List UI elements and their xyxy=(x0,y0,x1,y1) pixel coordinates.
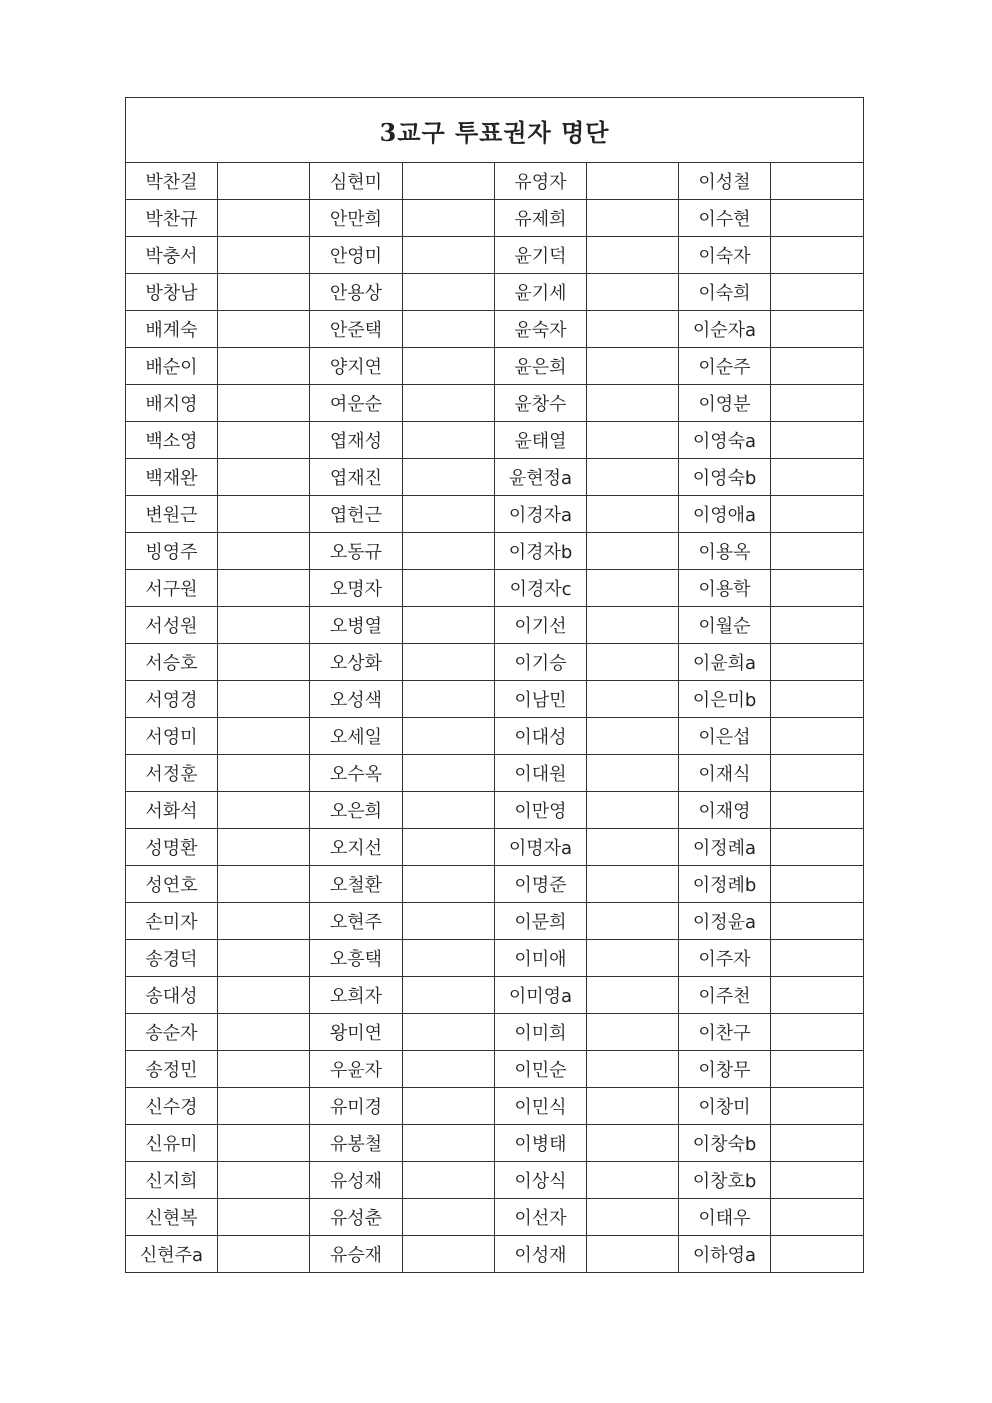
voter-name-cell: 유성춘 xyxy=(310,1199,403,1236)
voter-name-cell: 이순자a xyxy=(679,311,771,348)
voter-name-cell: 이명자a xyxy=(495,829,587,866)
voter-name-cell: 윤창수 xyxy=(495,385,587,422)
blank-cell xyxy=(218,1199,310,1236)
blank-cell xyxy=(218,977,310,1014)
blank-cell xyxy=(403,200,495,237)
voter-name-cell: 오흥택 xyxy=(310,940,403,977)
voter-name-cell: 서화석 xyxy=(126,792,218,829)
voter-name-cell: 이기선 xyxy=(495,607,587,644)
blank-cell xyxy=(587,940,679,977)
voter-name-cell: 이재영 xyxy=(679,792,771,829)
table-row xyxy=(126,1088,864,1125)
voter-name-cell: 이윤희a xyxy=(679,644,771,681)
blank-cell xyxy=(218,1014,310,1051)
blank-cell xyxy=(218,533,310,570)
blank-cell xyxy=(771,200,864,237)
voter-name-cell: 빙영주 xyxy=(126,533,218,570)
voter-name-cell: 송정민 xyxy=(126,1051,218,1088)
blank-cell xyxy=(403,644,495,681)
voter-name-cell: 이경자c xyxy=(495,570,587,607)
voter-name-cell: 안준택 xyxy=(310,311,403,348)
blank-cell xyxy=(218,644,310,681)
voter-name-cell: 서구원 xyxy=(126,570,218,607)
voter-name-cell: 이민식 xyxy=(495,1088,587,1125)
blank-cell xyxy=(771,1051,864,1088)
voter-name-cell: 이상식 xyxy=(495,1162,587,1199)
table-row xyxy=(126,422,864,459)
voter-name-cell: 변원근 xyxy=(126,496,218,533)
voter-name-cell: 이영분 xyxy=(679,385,771,422)
table-row xyxy=(126,755,864,792)
blank-cell xyxy=(218,422,310,459)
blank-cell xyxy=(587,607,679,644)
blank-cell xyxy=(218,1162,310,1199)
voter-name-cell: 이월순 xyxy=(679,607,771,644)
voter-name-cell: 이정례a xyxy=(679,829,771,866)
voter-name-cell: 윤기덕 xyxy=(495,237,587,274)
voter-name-cell: 오현주 xyxy=(310,903,403,940)
blank-cell xyxy=(218,348,310,385)
blank-cell xyxy=(587,163,679,200)
voter-name-cell: 송대성 xyxy=(126,977,218,1014)
table-row xyxy=(126,348,864,385)
voter-name-cell: 이명준 xyxy=(495,866,587,903)
blank-cell xyxy=(587,829,679,866)
voter-name-cell: 서승호 xyxy=(126,644,218,681)
voter-name-cell: 서성원 xyxy=(126,607,218,644)
voter-name-cell: 이남민 xyxy=(495,681,587,718)
table-row xyxy=(126,1199,864,1236)
voter-name-cell: 이성철 xyxy=(679,163,771,200)
blank-cell xyxy=(587,237,679,274)
voter-name-cell: 안만희 xyxy=(310,200,403,237)
table-row xyxy=(126,718,864,755)
blank-cell xyxy=(771,829,864,866)
table-row xyxy=(126,1236,864,1273)
blank-cell xyxy=(587,570,679,607)
blank-cell xyxy=(771,533,864,570)
table-row xyxy=(126,570,864,607)
blank-cell xyxy=(771,496,864,533)
table-row xyxy=(126,607,864,644)
voter-name-cell: 이경자b xyxy=(495,533,587,570)
table-row xyxy=(126,459,864,496)
voter-name-cell: 이주천 xyxy=(679,977,771,1014)
blank-cell xyxy=(771,163,864,200)
voter-name-cell: 엽헌근 xyxy=(310,496,403,533)
blank-cell xyxy=(403,1236,495,1273)
voter-name-cell: 안용상 xyxy=(310,274,403,311)
blank-cell xyxy=(587,385,679,422)
blank-cell xyxy=(218,866,310,903)
voter-name-cell: 신지희 xyxy=(126,1162,218,1199)
voter-name-cell: 오명자 xyxy=(310,570,403,607)
voter-name-cell: 이민순 xyxy=(495,1051,587,1088)
table-row xyxy=(126,237,864,274)
blank-cell xyxy=(771,1125,864,1162)
voter-name-cell: 오병열 xyxy=(310,607,403,644)
blank-cell xyxy=(587,866,679,903)
voter-name-cell: 심현미 xyxy=(310,163,403,200)
table-row xyxy=(126,1014,864,1051)
blank-cell xyxy=(403,1199,495,1236)
blank-cell xyxy=(771,311,864,348)
blank-cell xyxy=(771,1199,864,1236)
blank-cell xyxy=(587,422,679,459)
voter-name-cell: 유봉철 xyxy=(310,1125,403,1162)
voter-name-cell: 방창남 xyxy=(126,274,218,311)
voter-name-cell: 이태우 xyxy=(679,1199,771,1236)
blank-cell xyxy=(771,866,864,903)
blank-cell xyxy=(771,681,864,718)
blank-cell xyxy=(587,977,679,1014)
voter-name-cell: 오동규 xyxy=(310,533,403,570)
blank-cell xyxy=(403,496,495,533)
blank-cell xyxy=(218,718,310,755)
voter-name-cell: 유미경 xyxy=(310,1088,403,1125)
voter-name-cell: 이기승 xyxy=(495,644,587,681)
voter-name-cell: 이만영 xyxy=(495,792,587,829)
voter-name-cell: 이주자 xyxy=(679,940,771,977)
roster-title: 3교구 투표권자 명단 xyxy=(126,98,864,163)
voter-name-cell: 이창호b xyxy=(679,1162,771,1199)
blank-cell xyxy=(771,459,864,496)
table-row xyxy=(126,977,864,1014)
voter-name-cell: 백재완 xyxy=(126,459,218,496)
voter-name-cell: 이정윤a xyxy=(679,903,771,940)
blank-cell xyxy=(218,940,310,977)
blank-cell xyxy=(403,792,495,829)
voter-name-cell: 박찬규 xyxy=(126,200,218,237)
voter-name-cell: 배지영 xyxy=(126,385,218,422)
blank-cell xyxy=(587,681,679,718)
voter-name-cell: 엽재성 xyxy=(310,422,403,459)
voter-name-cell: 이영숙b xyxy=(679,459,771,496)
blank-cell xyxy=(403,1162,495,1199)
voter-name-cell: 신현복 xyxy=(126,1199,218,1236)
voter-name-cell: 이창숙b xyxy=(679,1125,771,1162)
table-row xyxy=(126,200,864,237)
blank-cell xyxy=(771,237,864,274)
voter-name-cell: 배계숙 xyxy=(126,311,218,348)
blank-cell xyxy=(587,1199,679,1236)
blank-cell xyxy=(587,533,679,570)
blank-cell xyxy=(587,1162,679,1199)
blank-cell xyxy=(218,459,310,496)
blank-cell xyxy=(587,348,679,385)
blank-cell xyxy=(403,607,495,644)
voter-name-cell: 양지연 xyxy=(310,348,403,385)
blank-cell xyxy=(218,1236,310,1273)
blank-cell xyxy=(403,940,495,977)
voter-name-cell: 이창미 xyxy=(679,1088,771,1125)
voter-name-cell: 송경덕 xyxy=(126,940,218,977)
table-row xyxy=(126,1125,864,1162)
blank-cell xyxy=(587,792,679,829)
table-row xyxy=(126,903,864,940)
blank-cell xyxy=(403,866,495,903)
voter-name-cell: 윤기세 xyxy=(495,274,587,311)
blank-cell xyxy=(771,977,864,1014)
table-row xyxy=(126,385,864,422)
voter-name-cell: 유영자 xyxy=(495,163,587,200)
blank-cell xyxy=(771,422,864,459)
blank-cell xyxy=(587,200,679,237)
voter-name-cell: 윤숙자 xyxy=(495,311,587,348)
blank-cell xyxy=(218,274,310,311)
table-row xyxy=(126,829,864,866)
blank-cell xyxy=(771,1236,864,1273)
table-row xyxy=(126,644,864,681)
blank-cell xyxy=(403,570,495,607)
blank-cell xyxy=(218,200,310,237)
blank-cell xyxy=(771,1088,864,1125)
voter-name-cell: 서정훈 xyxy=(126,755,218,792)
voter-name-cell: 박찬걸 xyxy=(126,163,218,200)
voter-name-cell: 이경자a xyxy=(495,496,587,533)
voter-name-cell: 이영숙a xyxy=(679,422,771,459)
voter-name-cell: 이대원 xyxy=(495,755,587,792)
voter-name-cell: 서영미 xyxy=(126,718,218,755)
blank-cell xyxy=(587,459,679,496)
table-row xyxy=(126,1051,864,1088)
voter-name-cell: 윤은희 xyxy=(495,348,587,385)
blank-cell xyxy=(403,237,495,274)
voter-name-cell: 신현주a xyxy=(126,1236,218,1273)
blank-cell xyxy=(403,274,495,311)
blank-cell xyxy=(403,1051,495,1088)
voter-name-cell: 이영애a xyxy=(679,496,771,533)
voter-name-cell: 이성재 xyxy=(495,1236,587,1273)
voter-name-cell: 박충서 xyxy=(126,237,218,274)
blank-cell xyxy=(403,385,495,422)
voter-name-cell: 이정례b xyxy=(679,866,771,903)
voter-name-cell: 이미희 xyxy=(495,1014,587,1051)
voter-name-cell: 이용옥 xyxy=(679,533,771,570)
voter-name-cell: 오지선 xyxy=(310,829,403,866)
voter-name-cell: 오상화 xyxy=(310,644,403,681)
blank-cell xyxy=(403,163,495,200)
voter-name-cell: 이숙자 xyxy=(679,237,771,274)
blank-cell xyxy=(587,1014,679,1051)
voter-name-cell: 유승재 xyxy=(310,1236,403,1273)
blank-cell xyxy=(771,718,864,755)
voter-name-cell: 이은미b xyxy=(679,681,771,718)
blank-cell xyxy=(403,533,495,570)
table-row xyxy=(126,866,864,903)
blank-cell xyxy=(218,1125,310,1162)
voter-name-cell: 이용학 xyxy=(679,570,771,607)
voter-name-cell: 오은희 xyxy=(310,792,403,829)
blank-cell xyxy=(771,274,864,311)
voter-name-cell: 엽재진 xyxy=(310,459,403,496)
blank-cell xyxy=(771,385,864,422)
blank-cell xyxy=(587,1088,679,1125)
blank-cell xyxy=(587,903,679,940)
blank-cell xyxy=(587,718,679,755)
voter-name-cell: 성명환 xyxy=(126,829,218,866)
blank-cell xyxy=(218,163,310,200)
voter-name-cell: 이하영a xyxy=(679,1236,771,1273)
voter-name-cell: 오세일 xyxy=(310,718,403,755)
blank-cell xyxy=(403,903,495,940)
table-row xyxy=(126,681,864,718)
blank-cell xyxy=(403,1125,495,1162)
blank-cell xyxy=(771,755,864,792)
voter-name-cell: 이수현 xyxy=(679,200,771,237)
blank-cell xyxy=(218,681,310,718)
blank-cell xyxy=(403,459,495,496)
blank-cell xyxy=(771,348,864,385)
table-row xyxy=(126,163,864,200)
blank-cell xyxy=(403,1014,495,1051)
voter-name-cell: 손미자 xyxy=(126,903,218,940)
voter-name-cell: 우윤자 xyxy=(310,1051,403,1088)
voter-name-cell: 이숙희 xyxy=(679,274,771,311)
voter-name-cell: 이창무 xyxy=(679,1051,771,1088)
blank-cell xyxy=(403,311,495,348)
blank-cell xyxy=(587,496,679,533)
blank-cell xyxy=(587,1051,679,1088)
voter-name-cell: 이대성 xyxy=(495,718,587,755)
table-row xyxy=(126,311,864,348)
blank-cell xyxy=(771,940,864,977)
blank-cell xyxy=(771,1162,864,1199)
blank-cell xyxy=(403,829,495,866)
blank-cell xyxy=(218,1088,310,1125)
blank-cell xyxy=(218,1051,310,1088)
voter-name-cell: 이순주 xyxy=(679,348,771,385)
blank-cell xyxy=(587,1125,679,1162)
table-row xyxy=(126,274,864,311)
blank-cell xyxy=(587,1236,679,1273)
blank-cell xyxy=(218,829,310,866)
blank-cell xyxy=(403,1088,495,1125)
roster-body xyxy=(126,163,864,1273)
voter-name-cell: 오철환 xyxy=(310,866,403,903)
blank-cell xyxy=(587,755,679,792)
voter-name-cell: 배순이 xyxy=(126,348,218,385)
voter-name-cell: 오희자 xyxy=(310,977,403,1014)
blank-cell xyxy=(771,644,864,681)
blank-cell xyxy=(771,792,864,829)
table-row xyxy=(126,792,864,829)
voter-name-cell: 이선자 xyxy=(495,1199,587,1236)
voter-name-cell: 이은섭 xyxy=(679,718,771,755)
table-row xyxy=(126,533,864,570)
blank-cell xyxy=(218,237,310,274)
table-row xyxy=(126,1162,864,1199)
blank-cell xyxy=(218,496,310,533)
voter-name-cell: 이미애 xyxy=(495,940,587,977)
voter-name-cell: 신수경 xyxy=(126,1088,218,1125)
blank-cell xyxy=(218,385,310,422)
blank-cell xyxy=(771,607,864,644)
blank-cell xyxy=(587,644,679,681)
voter-roster-table xyxy=(125,97,864,1273)
voter-name-cell: 신유미 xyxy=(126,1125,218,1162)
voter-name-cell: 왕미연 xyxy=(310,1014,403,1051)
blank-cell xyxy=(771,570,864,607)
blank-cell xyxy=(218,792,310,829)
voter-name-cell: 이미영a xyxy=(495,977,587,1014)
blank-cell xyxy=(403,681,495,718)
blank-cell xyxy=(403,755,495,792)
blank-cell xyxy=(218,607,310,644)
blank-cell xyxy=(218,903,310,940)
blank-cell xyxy=(218,755,310,792)
voter-name-cell: 이문희 xyxy=(495,903,587,940)
voter-name-cell: 성연호 xyxy=(126,866,218,903)
blank-cell xyxy=(403,422,495,459)
voter-name-cell: 백소영 xyxy=(126,422,218,459)
voter-name-cell: 안영미 xyxy=(310,237,403,274)
blank-cell xyxy=(403,977,495,1014)
blank-cell xyxy=(587,311,679,348)
blank-cell xyxy=(403,718,495,755)
blank-cell xyxy=(771,1014,864,1051)
voter-name-cell: 서영경 xyxy=(126,681,218,718)
voter-name-cell: 이찬구 xyxy=(679,1014,771,1051)
blank-cell xyxy=(771,903,864,940)
voter-name-cell: 윤현정a xyxy=(495,459,587,496)
blank-cell xyxy=(218,311,310,348)
voter-name-cell: 유제희 xyxy=(495,200,587,237)
blank-cell xyxy=(218,570,310,607)
voter-name-cell: 유성재 xyxy=(310,1162,403,1199)
blank-cell xyxy=(587,274,679,311)
voter-name-cell: 여운순 xyxy=(310,385,403,422)
voter-name-cell: 오수옥 xyxy=(310,755,403,792)
voter-name-cell: 오성색 xyxy=(310,681,403,718)
voter-name-cell: 윤태열 xyxy=(495,422,587,459)
voter-name-cell: 이병태 xyxy=(495,1125,587,1162)
voter-name-cell: 송순자 xyxy=(126,1014,218,1051)
table-row xyxy=(126,496,864,533)
blank-cell xyxy=(403,348,495,385)
table-row xyxy=(126,940,864,977)
voter-name-cell: 이재식 xyxy=(679,755,771,792)
